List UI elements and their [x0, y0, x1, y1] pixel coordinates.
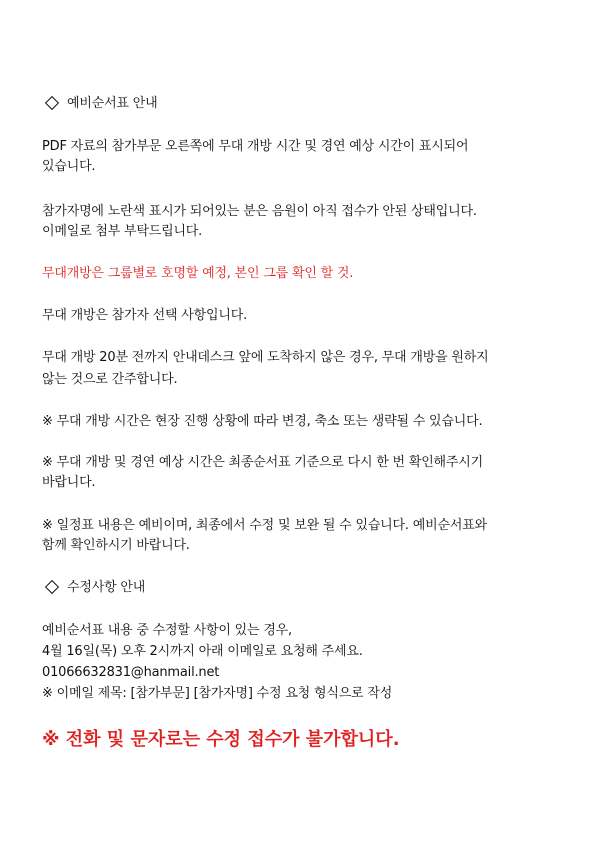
note-line: ※ 무대 개방 시간은 현장 진행 상황에 따라 변경, 축소 또는 생략될 수 있습니다. [42, 414, 483, 429]
note-line: ※ 무대 개방 및 경연 예상 시간은 최종순서표 기준으로 다시 한 번 확인해주시기 [42, 455, 483, 470]
red-notice-line: 무대개방은 그룹별로 호명할 예정, 본인 그룹 확인 할 것. [42, 266, 354, 281]
paragraph-line: 있습니다. [42, 159, 96, 174]
paragraph-line: 않는 것으로 간주합니다. [42, 372, 178, 387]
note-line: ※ 이메일 제목: [참가부문] [참가자명] 수정 요청 형식으로 작성 [42, 686, 393, 701]
paragraph-line: 이메일로 첨부 부탁드립니다. [42, 224, 203, 239]
heading-text: 수정사항 안내 [67, 580, 146, 595]
email-address: 01066632831@hanmail.net [42, 665, 220, 680]
paragraph-line: 무대 개방은 참가자 선택 사항입니다. [42, 308, 248, 323]
paragraph-line: 무대 개방 20분 전까지 안내데스크 앞에 도착하지 않은 경우, 무대 개방을 원하지 [42, 350, 489, 365]
paragraph-line: 참가자명에 노란색 표시가 되어있는 분은 음원이 아직 접수가 안된 상태입니다. [42, 204, 477, 219]
note-line: 함께 확인하시기 바랍니다. [42, 538, 190, 553]
section-heading-preliminary-schedule [44, 96, 157, 112]
diamond-outline-icon [45, 580, 59, 594]
note-line: ※ 일정표 내용은 예비이며, 최종에서 수정 및 보완 될 수 있습니다. 예비순서표와 [42, 518, 487, 533]
final-warning: ※ 전화 및 문자로는 수정 접수가 불가합니다. [42, 729, 400, 750]
paragraph-line: 예비순서표 내용 중 수정할 사항이 있는 경우, [42, 623, 292, 638]
note-line: 바랍니다. [42, 475, 96, 490]
paragraph-line: 4월 16일(목) 오후 2시까지 아래 이메일로 요청해 주세요. [42, 644, 363, 659]
diamond-outline-icon [45, 96, 59, 110]
section-heading-corrections [44, 580, 145, 596]
paragraph-line: PDF 자료의 참가부문 오른쪽에 무대 개방 시간 및 경연 예상 시간이 표시되어 [42, 139, 469, 154]
heading-text: 예비순서표 안내 [67, 96, 158, 111]
